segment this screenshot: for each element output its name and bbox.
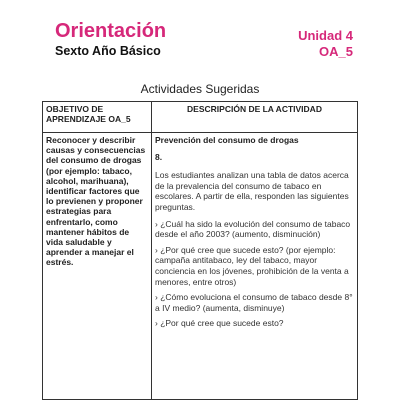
table-row: [43, 133, 358, 400]
question-item: › ¿Cómo evoluciona el consumo de tabaco desde 8° a IV medio? (aumenta, disminuye): [155, 292, 353, 313]
unit-label: Unidad 4: [298, 28, 353, 43]
table-header-row: [43, 102, 358, 133]
question-item: › ¿Por qué cree que sucede esto?: [155, 318, 284, 329]
section-title: Actividades Sugeridas: [140, 82, 260, 96]
grade-subtitle: Sexto Año Básico: [55, 44, 161, 58]
activity-number: 8.: [155, 151, 163, 162]
page-title: Orientación: [55, 20, 167, 42]
description-header: DESCRIPCIÓN DE LA ACTIVIDAD: [152, 102, 358, 133]
objective-header: OBJETIVO DE APRENDIZAJE OA_5: [43, 102, 152, 133]
question-item: › ¿Cuál ha sido la evolución del consumo de tabaco desde el año 2003? (aumento, disminución): [155, 218, 351, 240]
objective-text: Reconocer y describir causas y consecuencias del consumo de drogas (por ejemplo: tabaco, alcohol, marihuana), identificar factores que lo previenen y proponer estrategias para enfrentarlo, como mantener hábitos de vida saludable y aprender a manejar el estrés.: [43, 133, 152, 400]
oa-label: OA_5: [319, 44, 353, 59]
activity-intro: Los estudiantes analizan una tabla de datos acerca de la prevalencia del consumo de tabaco en escolares. A partir de ella, responden las siguientes preguntas.: [155, 170, 349, 212]
question-item: › ¿Por qué cree que sucede esto? (por ejemplo: campaña antitabaco, ley del tabaco, mayor conciencia en los jóvenes, prohibición de la venta a menores, entre otros): [155, 244, 349, 287]
activity-title: Prevención del consumo de drogas: [155, 135, 299, 145]
activity-table: [42, 101, 358, 400]
activity-description: [152, 133, 358, 400]
